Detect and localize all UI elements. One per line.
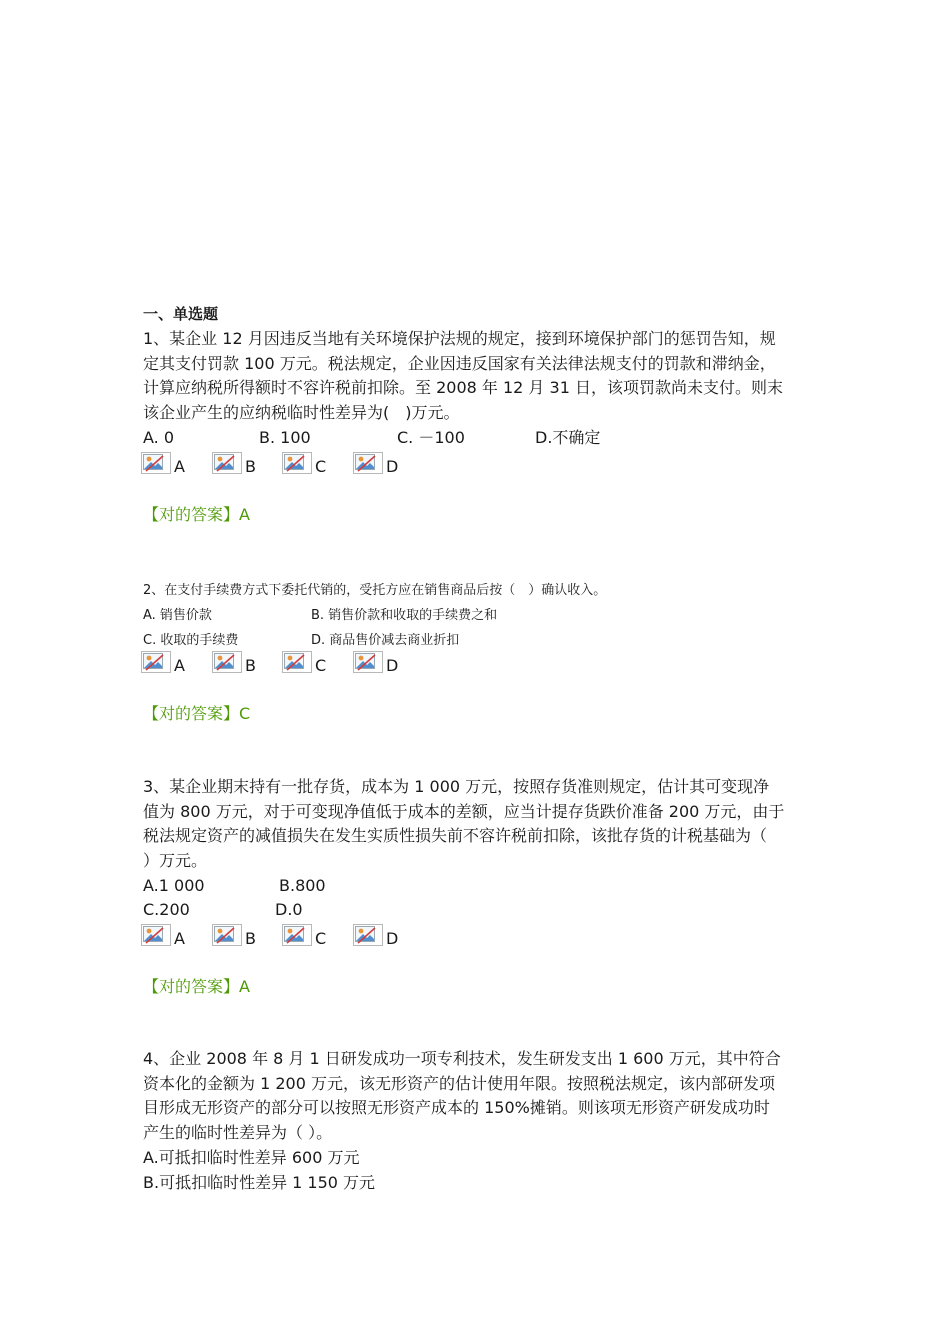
option-a: A. 0 [143, 428, 175, 447]
option-d: D.不确定 [535, 428, 601, 447]
broken-image-icon [353, 651, 383, 673]
choice-label: D [386, 929, 399, 948]
choice-label: B [245, 457, 256, 476]
choice-label: C [315, 656, 327, 675]
question-text-line: 产生的临时性差异为（ ）。 [143, 1123, 333, 1142]
option-b: B.可抵扣临时性差异 1 150 万元 [143, 1173, 376, 1192]
question-text-line: 定其支付罚款 100 万元。税法规定，企业因违反国家有关法律法规支付的罚款和滞纳金， [143, 354, 776, 373]
broken-image-icon [141, 924, 171, 946]
question-text-line: 目形成无形资产的部分可以按照无形资产成本的 150%摊销。则该项无形资产研发成功时 [143, 1098, 770, 1117]
broken-image-icon [353, 924, 383, 946]
choice-label: A [174, 929, 185, 948]
question-text-line: 值为 800 万元，对于可变现净值低于成本的差额，应当计提存货跌价准备 200 万元，由于 [143, 802, 785, 821]
option-a: A.1 000 [143, 876, 205, 895]
question-text: 2、在支付手续费方式下委托代销的，受托方应在销售商品后按（ ）确认收入。 [143, 583, 607, 598]
choice-label: C [315, 929, 327, 948]
choice-label: C [315, 457, 327, 476]
choice-row [141, 924, 411, 950]
question-text-line: 1、某企业 12 月因违反当地有关环境保护法规的规定，接到环境保护部门的惩罚告知，规 [143, 329, 776, 348]
option-b: B. 销售价款和收取的手续费之和 [311, 608, 498, 623]
choice-row [141, 452, 411, 478]
section-title: 一、单选题 [143, 305, 219, 323]
option-c: C.200 [143, 900, 190, 919]
choice-label: D [386, 457, 399, 476]
option-b: B.800 [279, 876, 326, 895]
question-text-line: 资本化的金额为 1 200 万元，该无形资产的估计使用年限。按照税法规定，该内部研发项 [143, 1074, 775, 1093]
correct-answer: 【对的答案】A [143, 977, 250, 996]
correct-answer: 【对的答案】C [143, 704, 251, 723]
choice-row [141, 651, 411, 677]
choice-label: B [245, 929, 256, 948]
correct-answer: 【对的答案】A [143, 505, 250, 524]
question-text-line: 税法规定资产的减值损失在发生实质性损失前不容许税前扣除，该批存货的计税基础为（ [143, 826, 768, 845]
question-text-line: 计算应纳税所得额时不容许税前扣除。至 2008 年 12 月 31 日，该项罚款尚未支付。则末 [143, 378, 783, 397]
broken-image-icon [353, 452, 383, 474]
option-d: D. 商品售价减去商业折扣 [311, 633, 460, 648]
broken-image-icon [141, 651, 171, 673]
option-a: A.可抵扣临时性差异 600 万元 [143, 1148, 360, 1167]
option-b: B. 100 [259, 428, 311, 447]
choice-label: B [245, 656, 256, 675]
choice-label: D [386, 656, 399, 675]
question-text-line: ）万元。 [143, 851, 208, 870]
broken-image-icon [212, 651, 242, 673]
option-a: A. 销售价款 [143, 608, 212, 623]
question-text-line: 该企业产生的应纳税临时性差异为( )万元。 [143, 403, 460, 422]
broken-image-icon [282, 651, 312, 673]
broken-image-icon [282, 924, 312, 946]
option-d: D.0 [275, 900, 303, 919]
option-c: C. －100 [397, 428, 465, 447]
question-text-line: 3、某企业期末持有一批存货，成本为 1 000 万元，按照存货准则规定，估计其可变现净 [143, 777, 770, 796]
broken-image-icon [212, 924, 242, 946]
choice-label: A [174, 656, 185, 675]
broken-image-icon [282, 452, 312, 474]
choice-label: A [174, 457, 185, 476]
broken-image-icon [212, 452, 242, 474]
broken-image-icon [141, 452, 171, 474]
option-c: C. 收取的手续费 [143, 633, 239, 648]
question-text-line: 4、企业 2008 年 8 月 1 日研发成功一项专利技术，发生研发支出 1 600 万元，其中符合 [143, 1049, 781, 1068]
